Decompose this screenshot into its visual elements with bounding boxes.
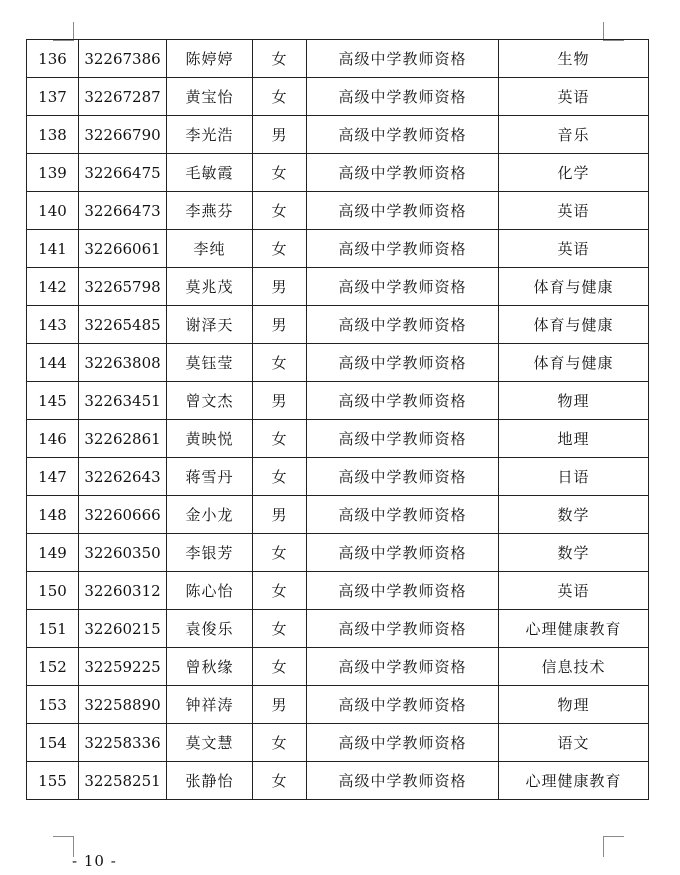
exam-id-cell: 32266473 bbox=[79, 192, 167, 230]
gender-cell: 男 bbox=[253, 268, 307, 306]
candidate-name-cell: 金小龙 bbox=[167, 496, 253, 534]
gender-cell: 女 bbox=[253, 724, 307, 762]
subject-cell: 体育与健康 bbox=[499, 306, 649, 344]
table-row bbox=[27, 154, 649, 192]
qualification-cell: 高级中学教师资格 bbox=[307, 230, 499, 268]
candidate-name-cell: 李银芳 bbox=[167, 534, 253, 572]
qualification-cell: 高级中学教师资格 bbox=[307, 344, 499, 382]
gender-cell: 男 bbox=[253, 686, 307, 724]
subject-cell: 体育与健康 bbox=[499, 344, 649, 382]
gender-cell: 女 bbox=[253, 648, 307, 686]
table-row bbox=[27, 572, 649, 610]
table-row bbox=[27, 268, 649, 306]
exam-id-cell: 32265485 bbox=[79, 306, 167, 344]
exam-id-cell: 32267386 bbox=[79, 40, 167, 78]
candidate-name-cell: 李光浩 bbox=[167, 116, 253, 154]
subject-cell: 化学 bbox=[499, 154, 649, 192]
crop-mark-bottom-right bbox=[603, 836, 624, 857]
exam-id-cell: 32258251 bbox=[79, 762, 167, 800]
table-row bbox=[27, 382, 649, 420]
qualification-cell: 高级中学教师资格 bbox=[307, 192, 499, 230]
row-number-cell: 139 bbox=[27, 154, 79, 192]
gender-cell: 女 bbox=[253, 534, 307, 572]
exam-id-cell: 32266790 bbox=[79, 116, 167, 154]
exam-id-cell: 32262643 bbox=[79, 458, 167, 496]
qualification-cell: 高级中学教师资格 bbox=[307, 762, 499, 800]
table-row bbox=[27, 116, 649, 154]
qualification-cell: 高级中学教师资格 bbox=[307, 648, 499, 686]
subject-cell: 地理 bbox=[499, 420, 649, 458]
table-row bbox=[27, 230, 649, 268]
qualification-cell: 高级中学教师资格 bbox=[307, 154, 499, 192]
subject-cell: 数学 bbox=[499, 496, 649, 534]
table-row bbox=[27, 686, 649, 724]
gender-cell: 女 bbox=[253, 762, 307, 800]
gender-cell: 女 bbox=[253, 610, 307, 648]
subject-cell: 英语 bbox=[499, 192, 649, 230]
subject-cell: 物理 bbox=[499, 686, 649, 724]
candidate-name-cell: 曾秋缘 bbox=[167, 648, 253, 686]
table-row bbox=[27, 762, 649, 800]
table-row bbox=[27, 496, 649, 534]
subject-cell: 数学 bbox=[499, 534, 649, 572]
candidate-name-cell: 黄映悦 bbox=[167, 420, 253, 458]
row-number-cell: 144 bbox=[27, 344, 79, 382]
exam-id-cell: 32260666 bbox=[79, 496, 167, 534]
page-number: - 10 - bbox=[72, 852, 117, 870]
table-row bbox=[27, 648, 649, 686]
candidate-table-body bbox=[27, 40, 649, 800]
exam-id-cell: 32258890 bbox=[79, 686, 167, 724]
candidate-name-cell: 谢泽天 bbox=[167, 306, 253, 344]
candidate-name-cell: 陈婷婷 bbox=[167, 40, 253, 78]
subject-cell: 日语 bbox=[499, 458, 649, 496]
table-row bbox=[27, 724, 649, 762]
candidate-name-cell: 钟祥涛 bbox=[167, 686, 253, 724]
exam-id-cell: 32263808 bbox=[79, 344, 167, 382]
subject-cell: 语文 bbox=[499, 724, 649, 762]
exam-id-cell: 32260350 bbox=[79, 534, 167, 572]
exam-id-cell: 32267287 bbox=[79, 78, 167, 116]
subject-cell: 体育与健康 bbox=[499, 268, 649, 306]
gender-cell: 女 bbox=[253, 572, 307, 610]
qualification-cell: 高级中学教师资格 bbox=[307, 724, 499, 762]
gender-cell: 男 bbox=[253, 382, 307, 420]
table-row bbox=[27, 344, 649, 382]
candidate-name-cell: 袁俊乐 bbox=[167, 610, 253, 648]
qualification-cell: 高级中学教师资格 bbox=[307, 382, 499, 420]
candidate-name-cell: 张静怡 bbox=[167, 762, 253, 800]
qualification-cell: 高级中学教师资格 bbox=[307, 420, 499, 458]
row-number-cell: 138 bbox=[27, 116, 79, 154]
candidate-table bbox=[26, 39, 649, 800]
candidate-name-cell: 曾文杰 bbox=[167, 382, 253, 420]
table-row bbox=[27, 78, 649, 116]
qualification-cell: 高级中学教师资格 bbox=[307, 572, 499, 610]
qualification-cell: 高级中学教师资格 bbox=[307, 268, 499, 306]
gender-cell: 女 bbox=[253, 420, 307, 458]
subject-cell: 生物 bbox=[499, 40, 649, 78]
qualification-cell: 高级中学教师资格 bbox=[307, 78, 499, 116]
gender-cell: 女 bbox=[253, 78, 307, 116]
gender-cell: 女 bbox=[253, 154, 307, 192]
row-number-cell: 147 bbox=[27, 458, 79, 496]
table-row bbox=[27, 534, 649, 572]
row-number-cell: 140 bbox=[27, 192, 79, 230]
table-row bbox=[27, 458, 649, 496]
exam-id-cell: 32260215 bbox=[79, 610, 167, 648]
row-number-cell: 145 bbox=[27, 382, 79, 420]
qualification-cell: 高级中学教师资格 bbox=[307, 610, 499, 648]
row-number-cell: 153 bbox=[27, 686, 79, 724]
subject-cell: 英语 bbox=[499, 78, 649, 116]
qualification-cell: 高级中学教师资格 bbox=[307, 496, 499, 534]
row-number-cell: 155 bbox=[27, 762, 79, 800]
candidate-name-cell: 莫钰莹 bbox=[167, 344, 253, 382]
subject-cell: 英语 bbox=[499, 230, 649, 268]
gender-cell: 男 bbox=[253, 116, 307, 154]
subject-cell: 心理健康教育 bbox=[499, 762, 649, 800]
gender-cell: 女 bbox=[253, 458, 307, 496]
candidate-name-cell: 李纯 bbox=[167, 230, 253, 268]
exam-id-cell: 32265798 bbox=[79, 268, 167, 306]
table-row bbox=[27, 420, 649, 458]
subject-cell: 信息技术 bbox=[499, 648, 649, 686]
qualification-cell: 高级中学教师资格 bbox=[307, 116, 499, 154]
crop-mark-bottom-left bbox=[53, 836, 74, 857]
gender-cell: 男 bbox=[253, 306, 307, 344]
exam-id-cell: 32260312 bbox=[79, 572, 167, 610]
exam-id-cell: 32259225 bbox=[79, 648, 167, 686]
gender-cell: 女 bbox=[253, 344, 307, 382]
candidate-name-cell: 毛敏霞 bbox=[167, 154, 253, 192]
gender-cell: 女 bbox=[253, 192, 307, 230]
candidate-name-cell: 李燕芬 bbox=[167, 192, 253, 230]
exam-id-cell: 32266061 bbox=[79, 230, 167, 268]
candidate-name-cell: 黄宝怡 bbox=[167, 78, 253, 116]
row-number-cell: 152 bbox=[27, 648, 79, 686]
row-number-cell: 151 bbox=[27, 610, 79, 648]
row-number-cell: 141 bbox=[27, 230, 79, 268]
row-number-cell: 136 bbox=[27, 40, 79, 78]
row-number-cell: 146 bbox=[27, 420, 79, 458]
gender-cell: 女 bbox=[253, 40, 307, 78]
subject-cell: 心理健康教育 bbox=[499, 610, 649, 648]
exam-id-cell: 32262861 bbox=[79, 420, 167, 458]
qualification-cell: 高级中学教师资格 bbox=[307, 306, 499, 344]
subject-cell: 物理 bbox=[499, 382, 649, 420]
qualification-cell: 高级中学教师资格 bbox=[307, 40, 499, 78]
table-row bbox=[27, 610, 649, 648]
subject-cell: 英语 bbox=[499, 572, 649, 610]
candidate-name-cell: 陈心怡 bbox=[167, 572, 253, 610]
subject-cell: 音乐 bbox=[499, 116, 649, 154]
row-number-cell: 142 bbox=[27, 268, 79, 306]
gender-cell: 男 bbox=[253, 496, 307, 534]
table-row bbox=[27, 40, 649, 78]
candidate-name-cell: 蒋雪丹 bbox=[167, 458, 253, 496]
exam-id-cell: 32258336 bbox=[79, 724, 167, 762]
gender-cell: 女 bbox=[253, 230, 307, 268]
table-row bbox=[27, 192, 649, 230]
qualification-cell: 高级中学教师资格 bbox=[307, 458, 499, 496]
exam-id-cell: 32263451 bbox=[79, 382, 167, 420]
table-row bbox=[27, 306, 649, 344]
row-number-cell: 148 bbox=[27, 496, 79, 534]
qualification-cell: 高级中学教师资格 bbox=[307, 534, 499, 572]
row-number-cell: 143 bbox=[27, 306, 79, 344]
row-number-cell: 150 bbox=[27, 572, 79, 610]
row-number-cell: 137 bbox=[27, 78, 79, 116]
candidate-name-cell: 莫文慧 bbox=[167, 724, 253, 762]
qualification-cell: 高级中学教师资格 bbox=[307, 686, 499, 724]
exam-id-cell: 32266475 bbox=[79, 154, 167, 192]
row-number-cell: 154 bbox=[27, 724, 79, 762]
row-number-cell: 149 bbox=[27, 534, 79, 572]
candidate-name-cell: 莫兆茂 bbox=[167, 268, 253, 306]
